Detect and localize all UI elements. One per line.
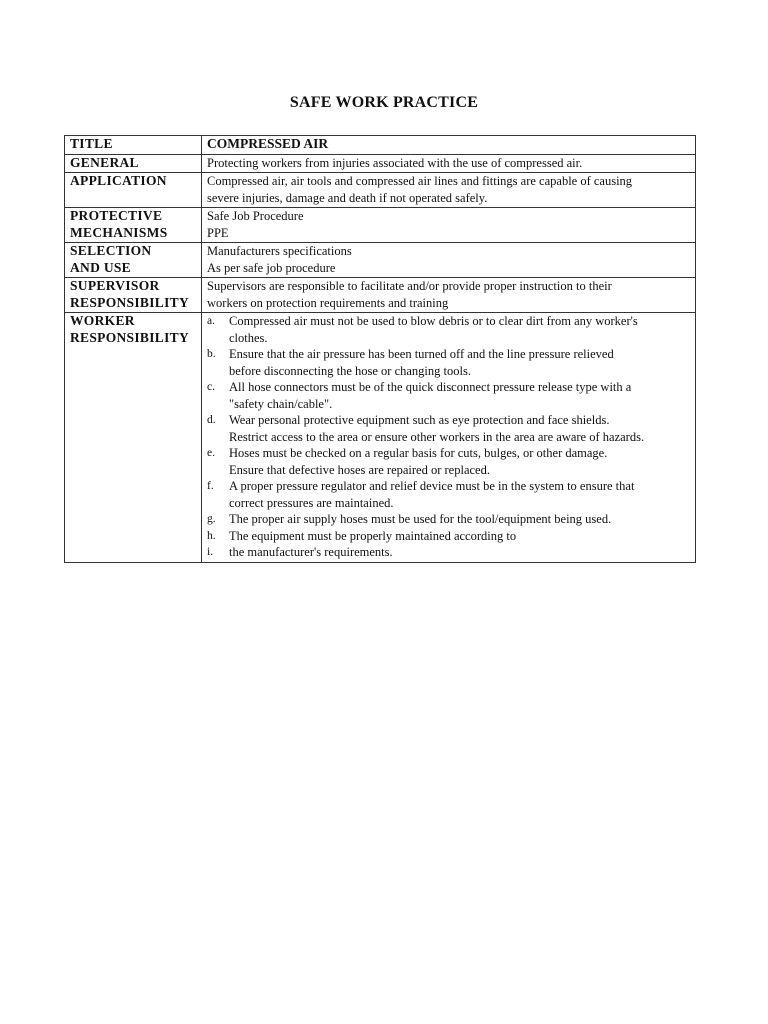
list-item-marker: g. bbox=[207, 513, 216, 525]
list-item bbox=[207, 528, 690, 545]
list-item-marker: f. bbox=[207, 480, 214, 492]
list-item-line: The proper air supply hoses must be used for the tool/equipment being used. bbox=[229, 512, 612, 526]
list-item-line: Wear personal protective equipment such as eye protection and face shields. bbox=[229, 413, 610, 427]
protective-label-line: MECHANISMS bbox=[70, 224, 168, 240]
supervisor-value-line: Supervisors are responsible to facilitate and/or provide proper instruction to their bbox=[207, 279, 612, 293]
list-item-line: All hose connectors must be of the quick disconnect pressure release type with a bbox=[229, 380, 632, 394]
list-item-text bbox=[229, 313, 690, 346]
general-value: Protecting workers from injuries associated with the use of compressed air. bbox=[202, 154, 696, 173]
list-item-line: "safety chain/cable". bbox=[229, 396, 333, 411]
list-item-text bbox=[229, 445, 690, 478]
protective-value-line: PPE bbox=[207, 225, 229, 240]
list-item-marker: a. bbox=[207, 315, 215, 327]
selection-value-line: As per safe job procedure bbox=[207, 260, 336, 275]
list-item-line: before disconnecting the hose or changing tools. bbox=[229, 363, 471, 378]
list-item bbox=[207, 412, 690, 445]
list-item-text bbox=[229, 528, 690, 545]
list-item-marker: e. bbox=[207, 447, 215, 459]
supervisor-value bbox=[202, 278, 696, 313]
list-item-text bbox=[229, 544, 690, 561]
list-item-line: correct pressures are maintained. bbox=[229, 495, 394, 510]
list-item-text bbox=[229, 511, 690, 528]
list-item-marker: h. bbox=[207, 529, 216, 542]
safe-work-practice-table bbox=[64, 135, 696, 563]
list-item bbox=[207, 544, 690, 561]
list-item-line: Compressed air must not be used to blow debris or to clear dirt from any worker's bbox=[229, 314, 638, 328]
list-item-line: Ensure that defective hoses are repaired or replaced. bbox=[229, 462, 490, 477]
protective-label bbox=[65, 208, 202, 243]
list-item-line: Restrict access to the area or ensure other workers in the area are aware of hazards. bbox=[229, 429, 645, 444]
worker-responsibility-list bbox=[207, 313, 690, 561]
supervisor-label-line: RESPONSIBILITY bbox=[70, 294, 189, 310]
title-label: TITLE bbox=[65, 136, 202, 155]
list-item bbox=[207, 379, 690, 412]
selection-label bbox=[65, 243, 202, 278]
list-item-line: clothes. bbox=[229, 330, 268, 345]
application-value-line: severe injuries, damage and death if not operated safely. bbox=[207, 190, 488, 205]
list-item-line: Ensure that the air pressure has been turned off and the line pressure relieved bbox=[229, 347, 614, 361]
list-item bbox=[207, 313, 690, 346]
list-item-marker: b. bbox=[207, 348, 216, 360]
table-row-supervisor bbox=[65, 278, 696, 313]
document-title: SAFE WORK PRACTICE bbox=[289, 94, 479, 111]
list-item-line: A proper pressure regulator and relief device must be in the system to ensure that bbox=[229, 479, 635, 493]
list-item-line: Hoses must be checked on a regular basis for cuts, bulges, or other damage. bbox=[229, 446, 608, 460]
selection-label-line: AND USE bbox=[70, 259, 131, 275]
worker-label-line: RESPONSIBILITY bbox=[70, 329, 189, 345]
list-item bbox=[207, 445, 690, 478]
worker-label bbox=[65, 313, 202, 563]
list-item bbox=[207, 511, 690, 528]
worker-label-line: WORKER bbox=[70, 313, 135, 328]
protective-label-line: PROTECTIVE bbox=[70, 208, 163, 223]
list-item-marker: d. bbox=[207, 414, 216, 426]
title-value: COMPRESSED AIR bbox=[202, 136, 696, 155]
list-item-text bbox=[229, 478, 690, 511]
list-item bbox=[207, 346, 690, 379]
selection-value bbox=[202, 243, 696, 278]
list-item-marker: c. bbox=[207, 381, 215, 393]
selection-value-line: Manufacturers specifications bbox=[207, 244, 352, 258]
application-value-line: Compressed air, air tools and compressed air lines and fittings are capable of causing bbox=[207, 174, 633, 188]
table-row-title bbox=[65, 136, 696, 155]
supervisor-label-line: SUPERVISOR bbox=[70, 278, 160, 293]
protective-value-line: Safe Job Procedure bbox=[207, 209, 304, 223]
list-item-marker: i. bbox=[207, 546, 214, 558]
table-row-protective bbox=[65, 208, 696, 243]
application-value bbox=[202, 173, 696, 208]
table-row-selection bbox=[65, 243, 696, 278]
list-item-text bbox=[229, 346, 690, 379]
supervisor-label bbox=[65, 278, 202, 313]
list-item-line: The equipment must be properly maintained according to bbox=[229, 528, 517, 543]
protective-value bbox=[202, 208, 696, 243]
list-item-text bbox=[229, 412, 690, 445]
list-item-line: the manufacturer's requirements. bbox=[229, 545, 393, 559]
table-row-application bbox=[65, 173, 696, 208]
selection-label-line: SELECTION bbox=[70, 243, 152, 258]
application-label: APPLICATION bbox=[65, 173, 202, 208]
list-item bbox=[207, 478, 690, 511]
table-row-general bbox=[65, 154, 696, 173]
list-item-text bbox=[229, 379, 690, 412]
supervisor-value-line: workers on protection requirements and training bbox=[207, 295, 449, 310]
general-label: GENERAL bbox=[65, 154, 202, 173]
worker-value bbox=[202, 313, 696, 563]
table-row-worker bbox=[65, 313, 696, 563]
